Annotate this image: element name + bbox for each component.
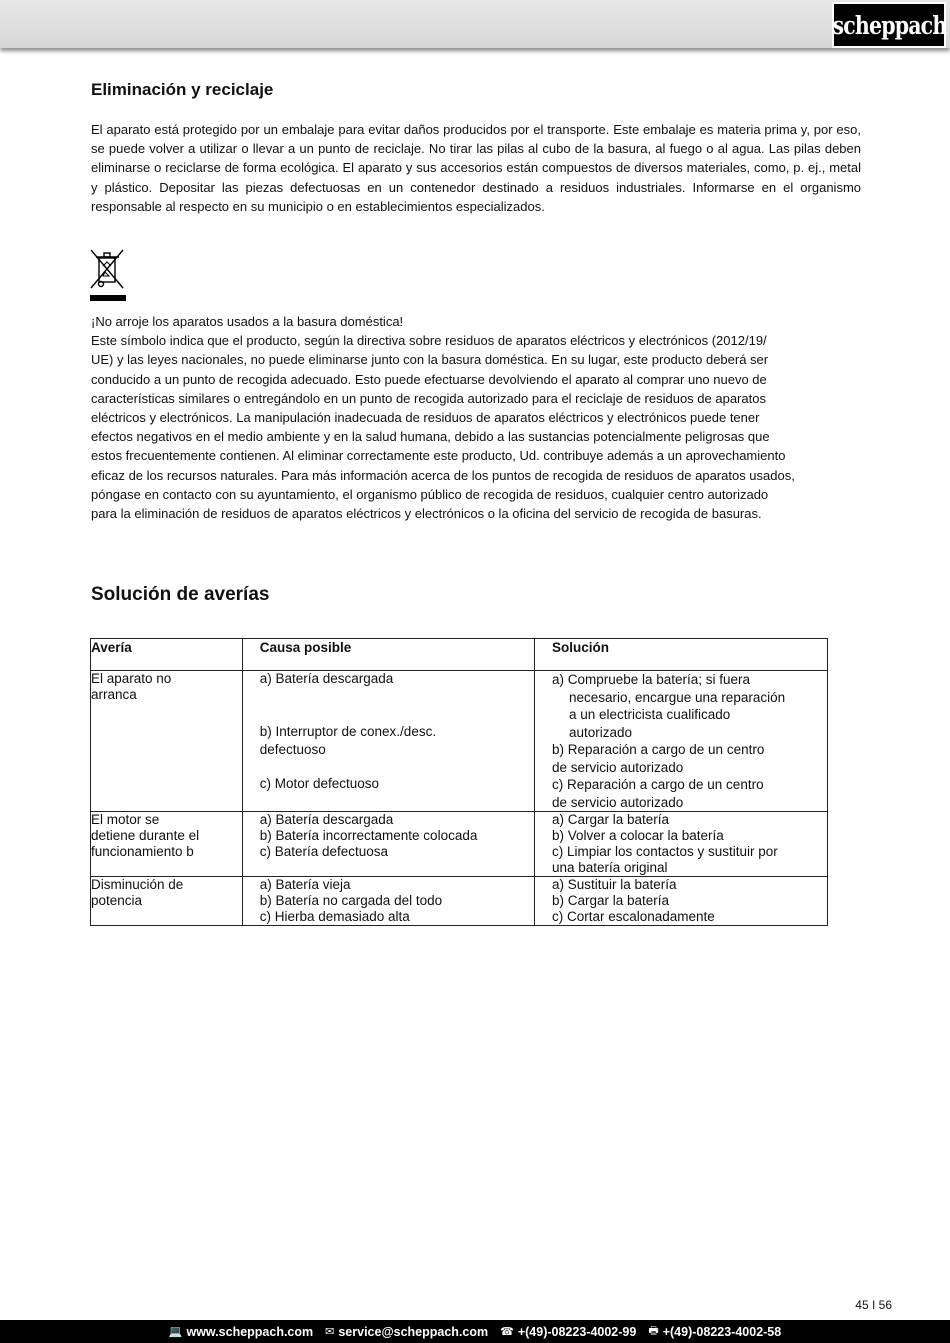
disposal-title: Eliminación y reciclaje <box>91 80 274 99</box>
cause-text: b) Batería incorrectamente colocada <box>259 828 478 843</box>
cause-text: a) Batería descargada <box>259 812 394 827</box>
page-number: 45 I 56 <box>855 1298 892 1312</box>
solution-text: c) Limpiar los contactos y sustituir por <box>551 844 778 859</box>
phone-number: +(49)-08223-4002-99 <box>517 1324 637 1339</box>
table-row <box>91 671 828 812</box>
footer-website[interactable] <box>169 1325 313 1339</box>
fault-text: El motor se <box>91 812 160 827</box>
solution-text: a) Cargar la batería <box>551 812 670 827</box>
cause-text: c) Hierba demasiado alta <box>259 909 410 924</box>
solution-text: una batería original <box>551 860 668 875</box>
weee-line: efectos negativos en el medio ambiente y en la salud humana, debido a las sustancias potencialmente peligrosas que <box>91 429 770 445</box>
solution-text: b) Reparación a cargo de un centro <box>551 742 765 757</box>
solution-cell <box>534 671 827 812</box>
mail-icon: ✉ <box>325 1326 335 1338</box>
email-link[interactable]: service@scheppach.com <box>338 1324 489 1339</box>
crossed-out-wheelie-bin-icon <box>89 248 127 302</box>
fax-number: +(49)-08223-4002-58 <box>662 1324 782 1339</box>
solution-text: necesario, encargue una reparación <box>568 689 786 705</box>
solution-text: a) Sustituir la batería <box>551 877 677 892</box>
weee-line: características similares o entregándolo en un punto de recogida autorizado para el reciclaje de residuos de aparatos <box>91 390 766 406</box>
solution-text: de servicio autorizado <box>551 794 684 810</box>
fault-text: arranca <box>91 687 137 702</box>
fault-cell <box>91 812 243 877</box>
cause-text: a) Batería vieja <box>259 877 351 892</box>
weee-line: Este símbolo indica que el producto, según la directiva sobre residuos de aparatos eléctricos y electrónicos (2012/19/ <box>91 333 767 349</box>
fault-cell <box>91 671 243 812</box>
cause-text: a) Batería descargada <box>259 671 394 686</box>
computer-icon: 💻 <box>168 1326 183 1338</box>
solution-text: c) Reparación a cargo de un centro <box>551 777 764 792</box>
brand-logo: scheppach <box>832 2 946 48</box>
solution-cell <box>534 812 827 877</box>
disposal-paragraph: El aparato está protegido por un embalaje para evitar daños producidos por el transporte. Este embalaje es materia prima y, por eso, se puede volver a utilizar o llevar a un punto de reciclaje. No tirar las pilas al cubo de la basura, al fuego o al agua. Las pilas deben eliminarse o reciclarse de forma ecológica. El aparato y sus accesorios están compuestos de diversos materiales, como, p. ej., metal y plástico. Depositar las piezas defectuosas en un contenedor destinado a residuos industriales. Informarse en el organismo responsable al respecto en su municipio o en establecimientos especializados. <box>91 122 861 214</box>
cause-text: b) Batería no cargada del todo <box>259 893 443 908</box>
fault-text: Disminución de <box>91 877 184 892</box>
weee-line: eficaz de los recursos naturales. Para más información acerca de los puntos de recogida de residuos de aparatos usados, <box>91 467 795 483</box>
phone-icon: ☎ <box>500 1326 514 1338</box>
solution-cell <box>534 877 827 926</box>
cause-cell <box>242 812 534 877</box>
solution-text: b) Cargar la batería <box>551 893 670 908</box>
weee-line: UE) y las leyes nacionales, no puede eliminarse junto con la basura doméstica. En su lugar, este producto deberá ser <box>91 352 769 368</box>
table-row <box>91 877 828 926</box>
cause-cell <box>242 671 534 812</box>
footer-email[interactable] <box>325 1325 488 1339</box>
fault-cell <box>91 877 243 926</box>
table-row <box>91 812 828 877</box>
fault-text: detiene durante el <box>91 828 200 843</box>
table-header-row <box>91 639 828 671</box>
header-solution: Solución <box>534 639 827 671</box>
fault-text: funcionamiento b <box>91 844 194 859</box>
fault-text: potencia <box>91 893 143 908</box>
header-band <box>0 0 950 48</box>
weee-line: para la eliminación de residuos de aparatos eléctricos y electrónicos o la oficina del servicio de recogida de basuras. <box>91 506 762 522</box>
weee-line: eléctricos y electrónicos. La manipulación inadecuada de residuos de aparatos eléctricos y electrónicos puede tener <box>91 410 760 426</box>
solution-text: b) Volver a colocar la batería <box>551 828 724 843</box>
weee-line: ¡No arroje los aparatos usados a la basura doméstica! <box>91 314 404 329</box>
solution-text: c) Cortar escalonadamente <box>551 909 715 924</box>
weee-line: estos frecuentemente contienen. Al eliminar correctamente este producto, Ud. contribuye además a un aprovechamiento <box>91 448 786 464</box>
cause-text: c) Batería defectuosa <box>259 844 389 859</box>
cause-text: b) Interruptor de conex./desc. <box>259 724 437 739</box>
troubleshooting-title: Solución de averías <box>91 584 270 605</box>
header-cause: Causa posible <box>242 639 534 671</box>
solution-text: de servicio autorizado <box>551 759 684 775</box>
footer-fax <box>648 1322 781 1341</box>
troubleshooting-table <box>90 638 828 926</box>
footer-phone <box>500 1325 636 1339</box>
footer-bar <box>0 1320 950 1343</box>
weee-notice <box>91 312 861 523</box>
fault-text: El aparato no <box>91 671 172 686</box>
solution-text: autorizado <box>568 724 632 740</box>
solution-text: a un electricista cualificado <box>568 707 731 722</box>
weee-line: póngase en contacto con su ayuntamiento, el organismo público de recogida de residuos, cualquier centro autorizado <box>91 486 769 502</box>
cause-text: c) Motor defectuoso <box>259 776 380 791</box>
weee-line: conducido a un punto de recogida adecuado. Esto puede efectuarse devolviendo el aparato al comprar uno nuevo de <box>91 371 767 387</box>
cause-text: defectuoso <box>259 742 326 757</box>
header-fault: Avería <box>91 639 243 671</box>
fax-icon: 🖶 <box>648 1325 659 1337</box>
cause-cell <box>242 877 534 926</box>
website-link[interactable]: www.scheppach.com <box>186 1324 314 1339</box>
solution-text: a) Compruebe la batería; si fuera <box>551 672 751 687</box>
